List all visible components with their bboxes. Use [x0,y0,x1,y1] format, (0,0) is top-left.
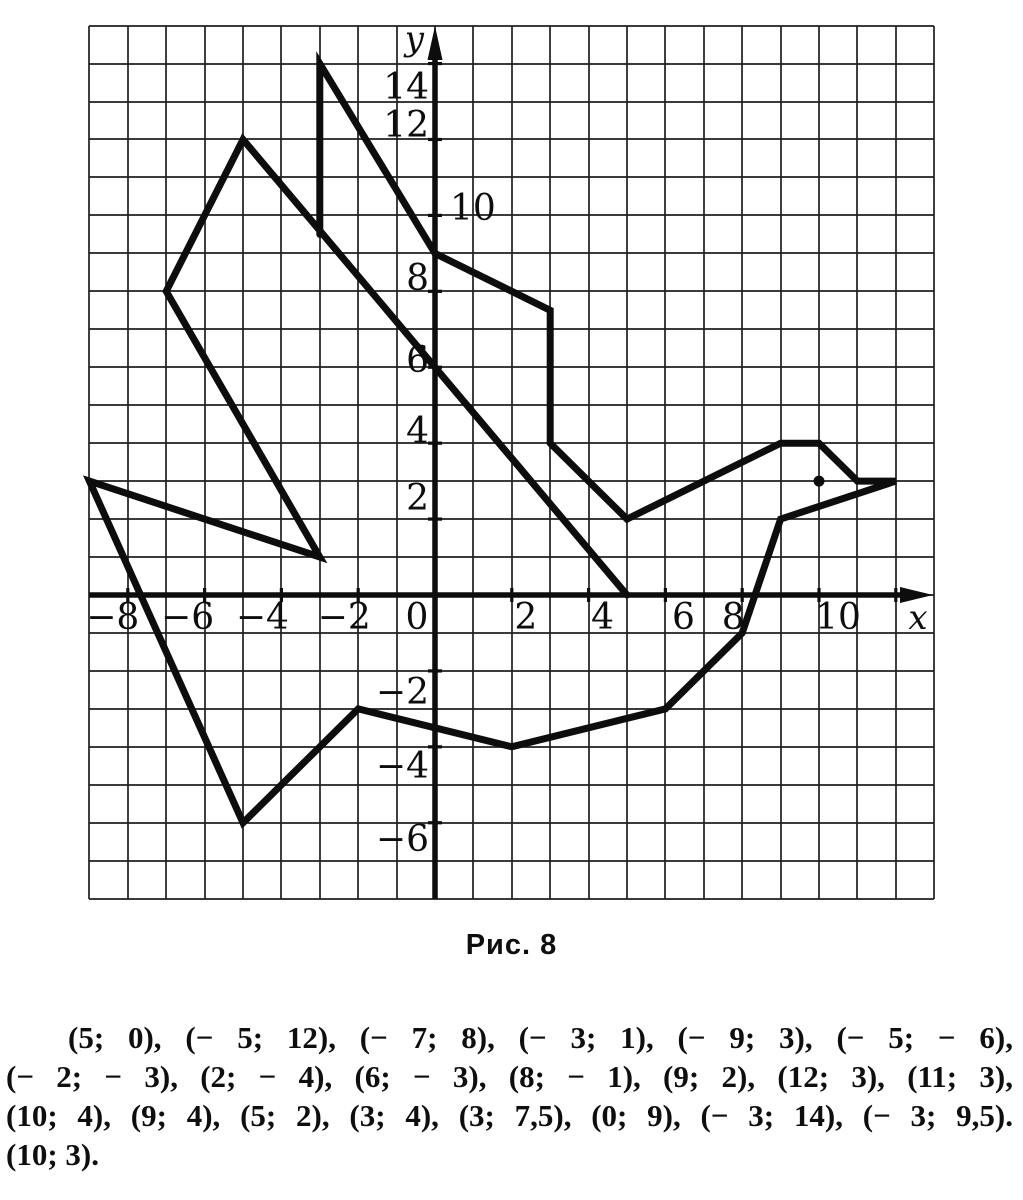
x-tick-label: −4 [235,597,289,638]
x-tick-label: 4 [591,597,615,638]
coordinates-line-3: (10; 4), (9; 4), (5; 2), (3; 4), (3; 7,5), (0; 9), (− 3; 14), (− 3; 9,5). [6,1098,1013,1133]
coordinates-line-2: (− 2; − 3), (2; − 4), (6; − 3), (8; − 1), (9; 2), (12; 3), (11; 3), [6,1059,1013,1094]
eye-dot [814,476,825,487]
x-tick-label: −6 [161,597,215,638]
y-tick-label: 12 [383,105,429,146]
y-tick-label: 14 [383,67,429,108]
x-tick-label: 0 [405,597,429,638]
y-tick-label: −6 [375,819,429,860]
coordinates-line-1: (5; 0), (− 5; 12), (− 7; 8), (− 3; 1), (− 9; 3), (− 5; − 6), [68,1020,1013,1055]
x-tick-label: 6 [671,597,695,638]
coordinates-line-4: (10; 3). [6,1137,99,1172]
y-tick-label: 10 [450,188,496,229]
x-axis-letter: x [908,598,928,638]
figure-caption: Рис. 8 [465,929,558,961]
axes [89,58,906,899]
y-tick-label: 8 [406,258,429,299]
y-tick-label: −2 [375,672,429,713]
x-tick-label: 8 [721,597,745,638]
y-tick-label: −4 [375,746,429,787]
coordinates-paragraph [6,1018,1013,1174]
x-tick-label: −2 [317,597,371,638]
x-tick-label: 2 [514,597,538,638]
y-tick-label: 6 [406,340,429,381]
y-axis-arrow [428,26,443,60]
x-tick-label: 10 [815,597,861,638]
y-tick-label: 4 [406,411,429,452]
y-tick-label: 2 [406,478,429,519]
x-tick-label: −8 [86,597,140,638]
y-axis-letter: y [404,19,424,59]
